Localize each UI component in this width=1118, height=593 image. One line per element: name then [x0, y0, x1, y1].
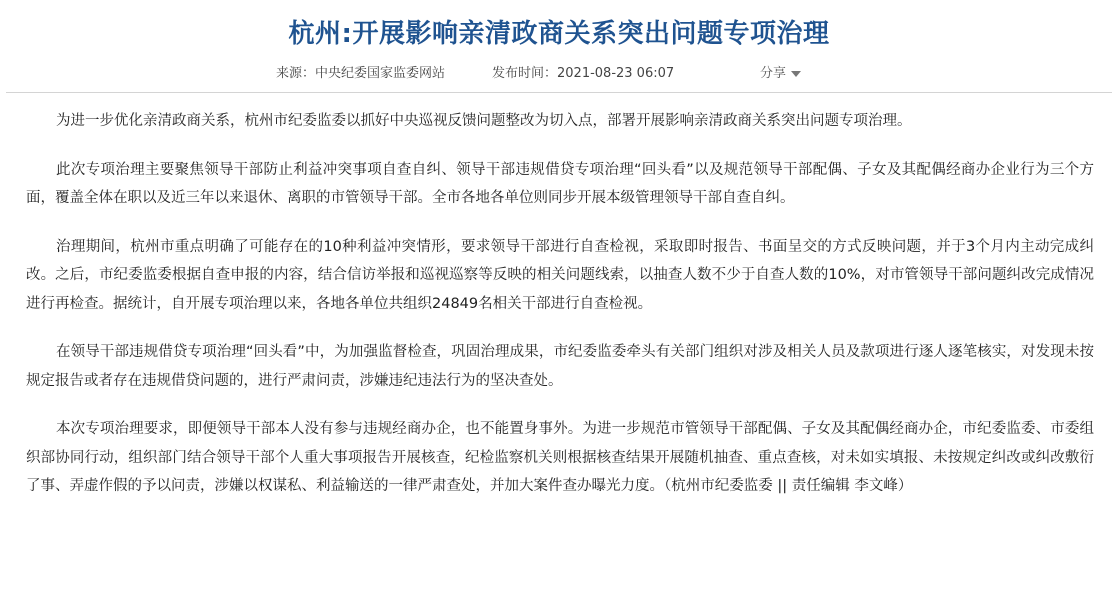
paragraph: 本次专项治理要求，即便领导干部本人没有参与违规经商办企，也不能置身事外。为进一步规范市管领导干部配偶、子女及其配偶经商办企，市纪委监委、市委组织部协同行动，组织部门结合领导干部个人重大事项报告开展核查，纪检监察机关则根据核查结果开展随机抽查、重点查核，对未如实填报、未按规定纠改或纠改敷衍了事、弄虚作假的予以问责，涉嫌以权谋私、利益输送的一律严肃查处，并加大案件查办曝光力度。（杭州市纪委监委 || 责任编辑 李文峰）	[26, 421, 1094, 494]
share-label: 分享	[760, 66, 787, 81]
chevron-down-icon	[791, 71, 801, 77]
paragraph: 治理期间，杭州市重点明确了可能存在的10种利益冲突情形，要求领导干部进行自查检视，采取即时报告、书面呈交的方式反映问题，并于3个月内主动完成纠改。之后，市纪委监委根据自查申报的内容，结合信访举报和巡视巡察等反映的相关问题线索，以抽查人数不少于自查人数的10%，对市管领导干部问题纠改完成情况进行再检查。据统计，自开展专项治理以来，各地各单位共组织24849名相关干部进行自查检视。	[26, 238, 1094, 312]
article-meta	[0, 56, 1118, 92]
paragraph: 此次专项治理主要聚焦领导干部防止利益冲突事项自查自纠、领导干部违规借贷专项治理“回头看”以及规范领导干部配偶、子女及其配偶经商办企业行为三个方面，覆盖全体在职以及近三年以来退休、离职的市管领导干部。全市各地各单位则同步开展本级管理领导干部自查自纠。	[26, 161, 1094, 206]
article-source: 来源：中央纪委国家监委网站	[276, 66, 446, 81]
paragraph: 为进一步优化亲清政商关系，杭州市纪委监委以抓好中央巡视反馈问题整改为切入点，部署开展影响亲清政商关系突出问题专项治理。	[56, 113, 912, 129]
publish-time: 发布时间：2021-08-23 06:07	[492, 66, 675, 81]
share-button[interactable]	[760, 56, 801, 92]
paragraph: 在领导干部违规借贷专项治理“回头看”中，为加强监督检查，巩固治理成果，市纪委监委牵头有关部门组织对涉及相关人员及款项进行逐人逐笔核实，对发现未按规定报告或者存在违规借贷问题的，进行严肃问责，涉嫌违纪违法行为的坚决查处。	[26, 344, 1094, 389]
article-body	[0, 93, 1118, 501]
article-title: 杭州:开展影响亲清政商关系突出问题专项治理	[288, 19, 830, 49]
